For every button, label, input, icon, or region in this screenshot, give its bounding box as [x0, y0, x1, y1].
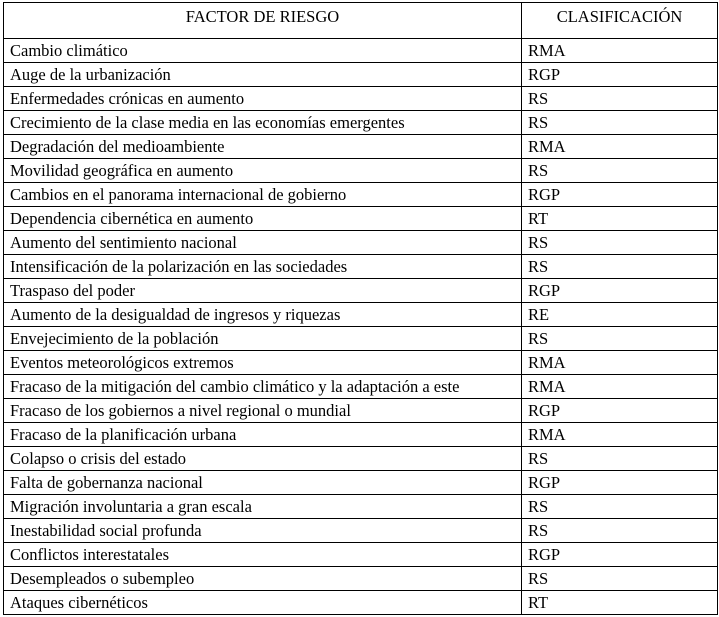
- risk-factor-cell: Auge de la urbanización: [4, 63, 522, 87]
- table-body: [4, 39, 718, 615]
- risk-factor-cell: Desempleados o subempleo: [4, 567, 522, 591]
- table-row: [4, 327, 718, 351]
- risk-factor-cell: Eventos meteorológicos extremos: [4, 351, 522, 375]
- table-row: [4, 447, 718, 471]
- risk-factor-cell: Migración involuntaria a gran escala: [4, 495, 522, 519]
- classification-cell: RS: [522, 495, 718, 519]
- classification-cell: RGP: [522, 183, 718, 207]
- classification-cell: RS: [522, 159, 718, 183]
- table-row: [4, 255, 718, 279]
- classification-cell: RT: [522, 591, 718, 615]
- classification-cell: RGP: [522, 279, 718, 303]
- risk-factor-cell: Fracaso de la mitigación del cambio climático y la adaptación a este: [4, 375, 522, 399]
- classification-cell: RS: [522, 447, 718, 471]
- table-row: [4, 495, 718, 519]
- risk-factor-cell: Falta de gobernanza nacional: [4, 471, 522, 495]
- risk-factor-cell: Aumento del sentimiento nacional: [4, 231, 522, 255]
- risk-factor-cell: Envejecimiento de la población: [4, 327, 522, 351]
- classification-cell: RS: [522, 519, 718, 543]
- classification-cell: RGP: [522, 399, 718, 423]
- table-header-row: [4, 3, 718, 39]
- classification-cell: RMA: [522, 375, 718, 399]
- table-row: [4, 543, 718, 567]
- table-row: [4, 135, 718, 159]
- classification-cell: RS: [522, 111, 718, 135]
- table-row: [4, 567, 718, 591]
- classification-cell: RMA: [522, 39, 718, 63]
- table-row: [4, 519, 718, 543]
- risk-factor-cell: Dependencia cibernética en aumento: [4, 207, 522, 231]
- risk-factor-cell: Aumento de la desigualdad de ingresos y riquezas: [4, 303, 522, 327]
- header-factor: FACTOR DE RIESGO: [4, 3, 522, 39]
- classification-cell: RS: [522, 87, 718, 111]
- table-row: [4, 111, 718, 135]
- risk-factor-cell: Conflictos interestatales: [4, 543, 522, 567]
- classification-cell: RS: [522, 327, 718, 351]
- table-row: [4, 231, 718, 255]
- table-row: [4, 207, 718, 231]
- risk-factor-cell: Ataques cibernéticos: [4, 591, 522, 615]
- risk-factor-cell: Intensificación de la polarización en las sociedades: [4, 255, 522, 279]
- classification-cell: RE: [522, 303, 718, 327]
- risk-factor-cell: Cambio climático: [4, 39, 522, 63]
- table-row: [4, 39, 718, 63]
- table-row: [4, 63, 718, 87]
- risk-factor-cell: Fracaso de los gobiernos a nivel regional o mundial: [4, 399, 522, 423]
- classification-cell: RGP: [522, 63, 718, 87]
- risk-factor-cell: Crecimiento de la clase media en las economías emergentes: [4, 111, 522, 135]
- risk-factor-cell: Inestabilidad social profunda: [4, 519, 522, 543]
- classification-cell: RT: [522, 207, 718, 231]
- classification-cell: RS: [522, 567, 718, 591]
- classification-cell: RS: [522, 255, 718, 279]
- risk-factor-table: [3, 2, 718, 615]
- classification-cell: RS: [522, 231, 718, 255]
- risk-factor-cell: Colapso o crisis del estado: [4, 447, 522, 471]
- table-row: [4, 375, 718, 399]
- risk-factor-cell: Enfermedades crónicas en aumento: [4, 87, 522, 111]
- risk-factor-cell: Degradación del medioambiente: [4, 135, 522, 159]
- classification-cell: RMA: [522, 351, 718, 375]
- risk-factor-cell: Cambios en el panorama internacional de gobierno: [4, 183, 522, 207]
- table-row: [4, 183, 718, 207]
- table-row: [4, 471, 718, 495]
- header-classification: CLASIFICACIÓN: [522, 3, 718, 39]
- classification-cell: RGP: [522, 543, 718, 567]
- risk-factor-cell: Fracaso de la planificación urbana: [4, 423, 522, 447]
- table-row: [4, 399, 718, 423]
- table-row: [4, 159, 718, 183]
- table-row: [4, 87, 718, 111]
- classification-cell: RMA: [522, 135, 718, 159]
- table-row: [4, 303, 718, 327]
- risk-factor-cell: Traspaso del poder: [4, 279, 522, 303]
- table-row: [4, 591, 718, 615]
- classification-cell: RMA: [522, 423, 718, 447]
- risk-factor-cell: Movilidad geográfica en aumento: [4, 159, 522, 183]
- classification-cell: RGP: [522, 471, 718, 495]
- table-row: [4, 423, 718, 447]
- table-row: [4, 279, 718, 303]
- table-row: [4, 351, 718, 375]
